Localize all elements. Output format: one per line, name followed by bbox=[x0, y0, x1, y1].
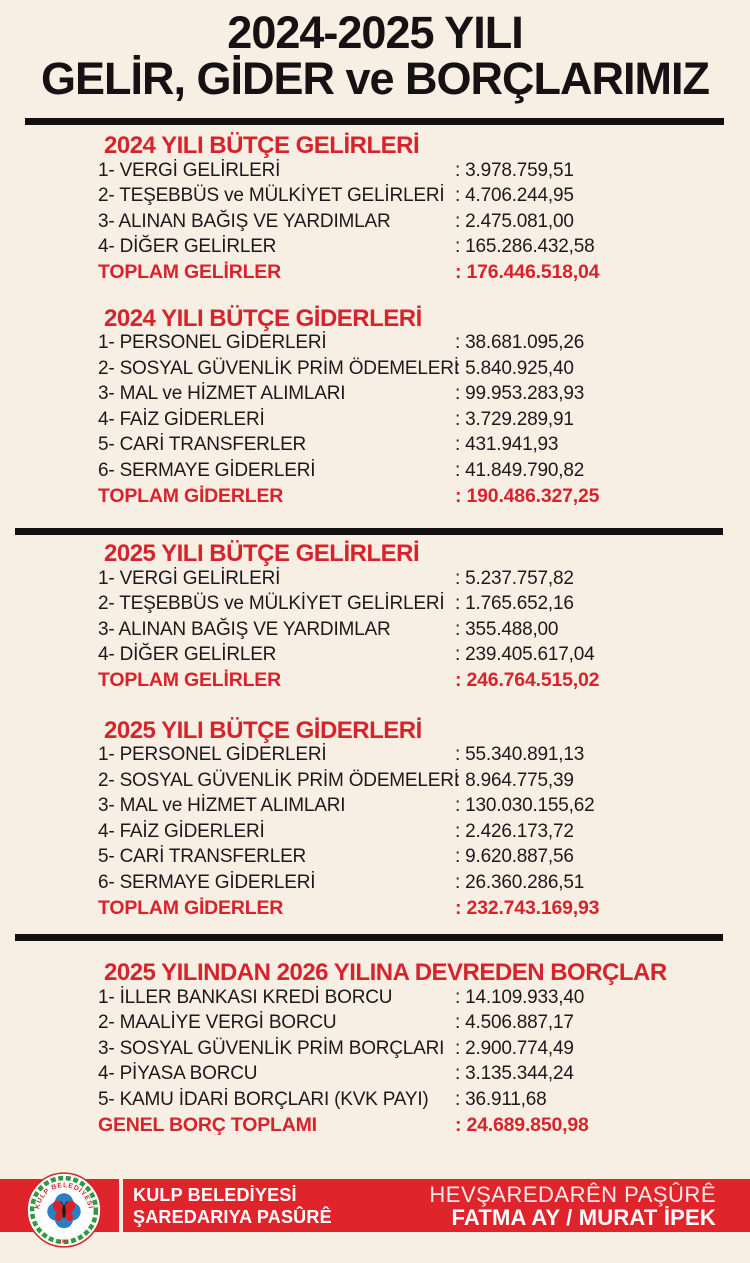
section-rows bbox=[98, 743, 724, 922]
row-label: 5- KAMU İDARİ BORÇLARI (KVK PAYI) bbox=[98, 1088, 429, 1110]
total-value: : 24.689.850,98 bbox=[455, 1113, 589, 1136]
budget-row bbox=[98, 985, 724, 1011]
row-label: 4- FAİZ GİDERLERİ bbox=[98, 820, 265, 842]
logo-year: 1990 bbox=[59, 1238, 69, 1244]
footer-left-text bbox=[133, 1184, 332, 1228]
row-value: : 355.488,00 bbox=[455, 618, 559, 640]
footer-divider bbox=[119, 1179, 123, 1232]
total-label: GENEL BORÇ TOPLAMI bbox=[98, 1113, 317, 1136]
row-value: : 5.840.925,40 bbox=[455, 357, 574, 379]
sections bbox=[0, 134, 750, 1138]
footer-municipality-name-tr: KULP BELEDİYESİ bbox=[133, 1185, 297, 1205]
row-value: : 99.953.283,93 bbox=[455, 383, 585, 405]
row-value: : 2.475.081,00 bbox=[455, 210, 574, 232]
total-row bbox=[98, 896, 724, 922]
budget-row bbox=[98, 356, 724, 382]
row-label: 5- CARİ TRANSFERLER bbox=[98, 846, 307, 868]
row-value: : 2.426.173,72 bbox=[455, 820, 574, 842]
budget-row bbox=[98, 331, 724, 357]
budget-section bbox=[98, 716, 724, 922]
row-label: 3- MAL ve HİZMET ALIMLARI bbox=[98, 795, 346, 817]
footer-comayors-names: FATMA AY / MURAT İPEK bbox=[451, 1205, 716, 1230]
budget-row bbox=[98, 1087, 724, 1113]
total-value: : 232.743.169,93 bbox=[455, 896, 600, 919]
total-value: : 176.446.518,04 bbox=[455, 261, 600, 284]
budget-row bbox=[98, 566, 724, 592]
section-rows bbox=[98, 331, 724, 510]
footer-municipality-name-ku: ŞAREDARIYA PASÛRÊ bbox=[133, 1207, 332, 1227]
section-heading: 2024 YILI BÜTÇE GELİRLERİ bbox=[104, 132, 420, 159]
budget-row bbox=[98, 407, 724, 433]
row-label: 1- İLLER BANKASI KREDİ BORCU bbox=[98, 986, 393, 1008]
row-value: : 8.964.775,39 bbox=[455, 769, 574, 791]
section-heading: 2025 YILI BÜTÇE GİDERLERİ bbox=[104, 716, 422, 744]
row-value: : 9.620.887,56 bbox=[455, 846, 574, 868]
row-label: 6- SERMAYE GİDERLERİ bbox=[98, 871, 316, 893]
section-divider bbox=[15, 934, 723, 941]
row-label: 4- FAİZ GİDERLERİ bbox=[98, 408, 265, 430]
total-row bbox=[98, 484, 724, 510]
section-divider bbox=[15, 528, 723, 535]
row-value: : 4.706.244,95 bbox=[455, 185, 574, 207]
row-value: : 55.340.891,13 bbox=[455, 744, 585, 766]
total-row bbox=[98, 1113, 724, 1139]
total-label: TOPLAM GELİRLER bbox=[98, 261, 281, 284]
row-label: 4- DİĞER GELİRLER bbox=[98, 236, 277, 258]
row-label: 2- TEŞEBBÜS ve MÜLKİYET GELİRLERİ bbox=[98, 185, 445, 207]
budget-row bbox=[98, 184, 724, 210]
budget-row bbox=[98, 158, 724, 184]
row-value: : 26.360.286,51 bbox=[455, 871, 585, 893]
budget-row bbox=[98, 1062, 724, 1088]
budget-row bbox=[98, 1036, 724, 1062]
budget-row bbox=[98, 235, 724, 261]
row-label: 3- MAL ve HİZMET ALIMLARI bbox=[98, 383, 346, 405]
row-value: : 14.109.933,40 bbox=[455, 986, 585, 1008]
row-value: : 41.849.790,82 bbox=[455, 459, 585, 481]
row-label: 1- VERGİ GELİRLERİ bbox=[98, 159, 281, 181]
row-value: : 38.681.095,26 bbox=[455, 332, 585, 354]
budget-row bbox=[98, 382, 724, 408]
logo-arc-text: KULP BELEDİYESİ bbox=[34, 1182, 94, 1210]
footer-right-text bbox=[429, 1183, 716, 1230]
budget-row bbox=[98, 819, 724, 845]
row-label: 4- PİYASA BORCU bbox=[98, 1063, 258, 1085]
budget-row bbox=[98, 433, 724, 459]
row-label: 3- ALINAN BAĞIŞ VE YARDIMLAR bbox=[98, 210, 391, 232]
budget-row bbox=[98, 845, 724, 871]
page-title-line1: 2024-2025 YILI bbox=[227, 7, 523, 58]
budget-row bbox=[98, 870, 724, 896]
row-label: 2- TEŞEBBÜS ve MÜLKİYET GELİRLERİ bbox=[98, 593, 445, 615]
budget-row bbox=[98, 592, 724, 618]
row-value: : 130.030.155,62 bbox=[455, 795, 595, 817]
budget-row bbox=[98, 1011, 724, 1037]
budget-row bbox=[98, 458, 724, 484]
section-rows bbox=[98, 985, 724, 1138]
budget-row bbox=[98, 643, 724, 669]
section-heading: 2025 YILINDAN 2026 YILINA DEVREDEN BORÇLAR bbox=[104, 959, 667, 986]
budget-section bbox=[98, 961, 724, 1138]
budget-section bbox=[98, 542, 724, 694]
row-label: 5- CARİ TRANSFERLER bbox=[98, 434, 307, 456]
row-value: : 36.911,68 bbox=[455, 1088, 547, 1110]
row-label: 2- SOSYAL GÜVENLİK PRİM ÖDEMELERİ bbox=[98, 769, 459, 791]
section-heading: 2025 YILI BÜTÇE GELİRLERİ bbox=[104, 540, 420, 567]
title-divider bbox=[25, 118, 724, 125]
row-label: 1- PERSONEL GİDERLERİ bbox=[98, 332, 327, 354]
row-value: : 5.237.757,82 bbox=[455, 567, 574, 589]
total-label: TOPLAM GELİRLER bbox=[98, 669, 281, 692]
total-row bbox=[98, 668, 724, 694]
row-label: 3- SOSYAL GÜVENLİK PRİM BORÇLARI bbox=[98, 1037, 445, 1059]
row-label: 6- SERMAYE GİDERLERİ bbox=[98, 459, 316, 481]
row-value: : 3.978.759,51 bbox=[455, 159, 574, 181]
row-value: : 431.941,93 bbox=[455, 434, 559, 456]
budget-section bbox=[98, 304, 724, 510]
row-value: : 2.900.774,49 bbox=[455, 1037, 574, 1059]
footer-comayors-title: HEVŞAREDARÊN PAŞÛRÊ bbox=[429, 1182, 716, 1207]
total-row bbox=[98, 260, 724, 286]
total-label: TOPLAM GİDERLER bbox=[98, 896, 284, 919]
row-label: 1- PERSONEL GİDERLERİ bbox=[98, 744, 327, 766]
row-value: : 1.765.652,16 bbox=[455, 593, 574, 615]
row-value: : 3.729.289,91 bbox=[455, 408, 574, 430]
budget-row bbox=[98, 794, 724, 820]
budget-row bbox=[98, 743, 724, 769]
total-label: TOPLAM GİDERLER bbox=[98, 484, 284, 507]
budget-row bbox=[98, 209, 724, 235]
row-value: : 239.405.617,04 bbox=[455, 644, 595, 666]
row-value: : 165.286.432,58 bbox=[455, 236, 595, 258]
row-value: : 3.135.344,24 bbox=[455, 1063, 574, 1085]
budget-row bbox=[98, 617, 724, 643]
budget-section bbox=[98, 134, 724, 286]
page-title-line2: GELİR, GİDER ve BORÇLARIMIZ bbox=[40, 53, 710, 104]
row-value: : 4.506.887,17 bbox=[455, 1012, 574, 1034]
section-heading: 2024 YILI BÜTÇE GİDERLERİ bbox=[104, 304, 422, 332]
row-label: 4- DİĞER GELİRLER bbox=[98, 644, 277, 666]
row-label: 2- SOSYAL GÜVENLİK PRİM ÖDEMELERİ bbox=[98, 357, 459, 379]
budget-row bbox=[98, 768, 724, 794]
total-value: : 190.486.327,25 bbox=[455, 484, 600, 507]
row-label: 2- MAALİYE VERGİ BORCU bbox=[98, 1012, 337, 1034]
kulp-belediyesi-logo bbox=[26, 1172, 102, 1248]
row-label: 3- ALINAN BAĞIŞ VE YARDIMLAR bbox=[98, 618, 391, 640]
row-label: 1- VERGİ GELİRLERİ bbox=[98, 567, 281, 589]
section-rows bbox=[98, 566, 724, 694]
section-rows bbox=[98, 158, 724, 286]
total-value: : 246.764.515,02 bbox=[455, 669, 600, 692]
page-title bbox=[0, 0, 750, 102]
